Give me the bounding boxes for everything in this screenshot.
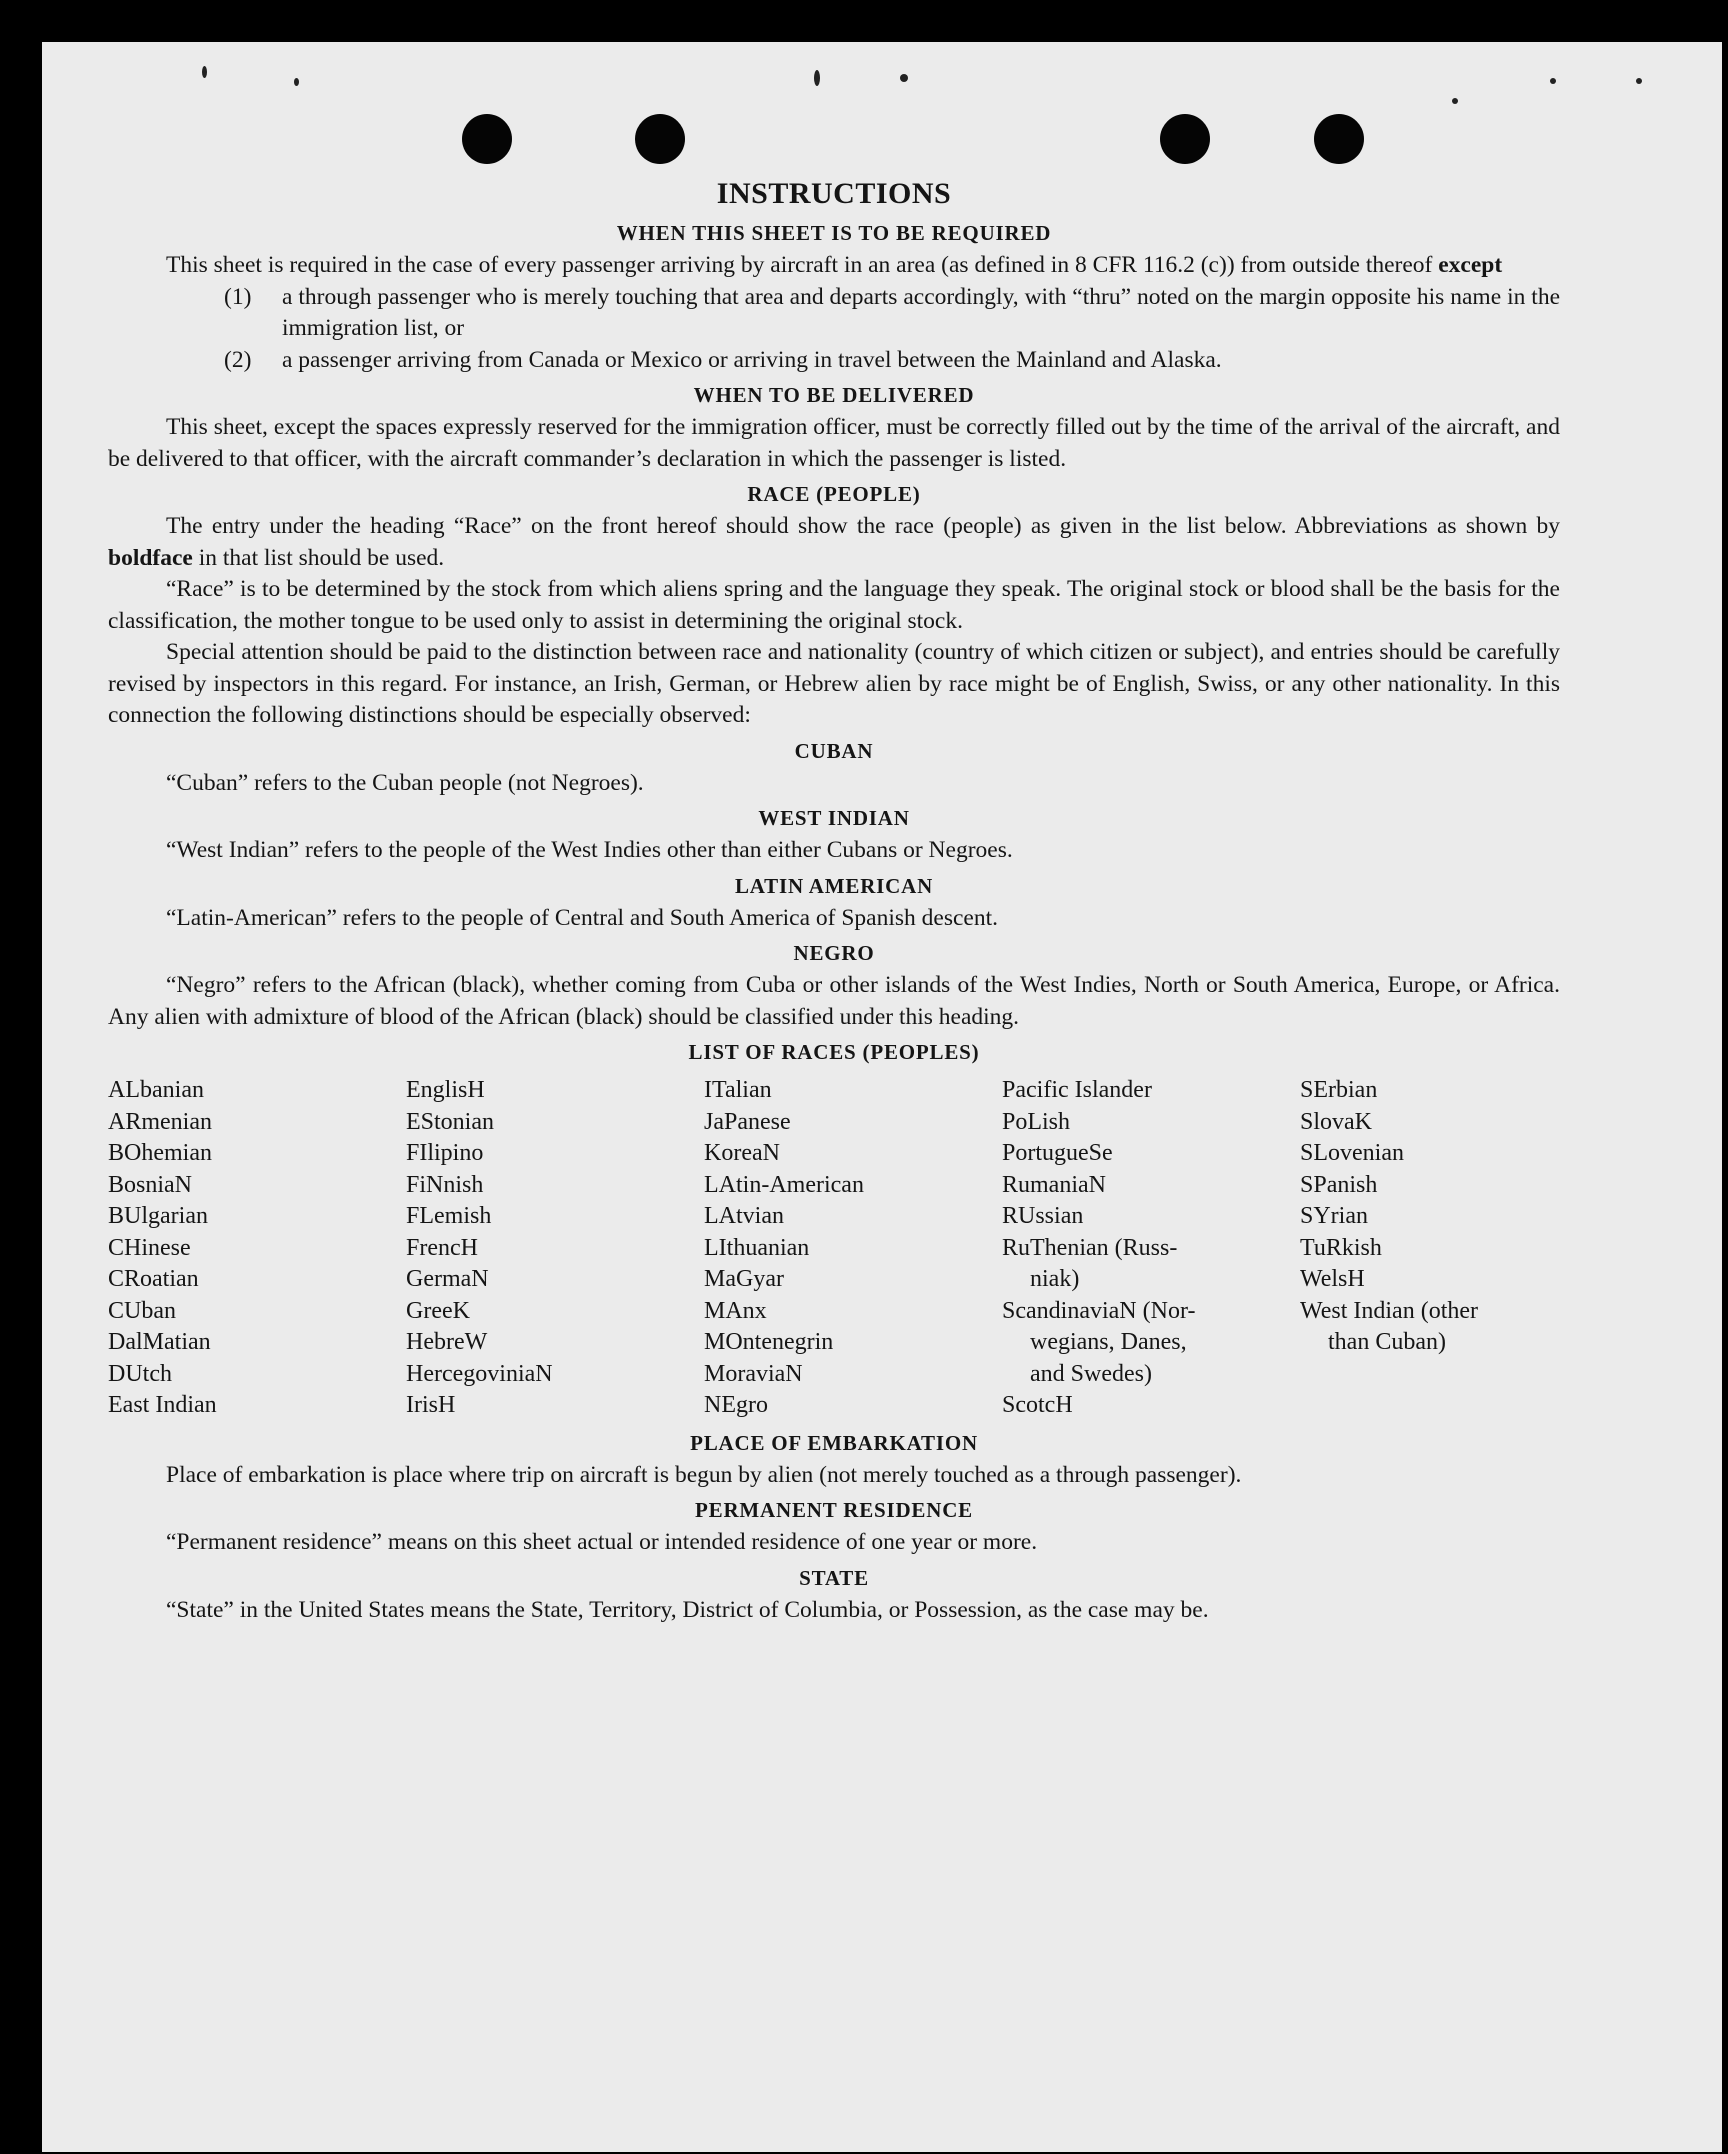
race-entry: PoLish: [1002, 1108, 1071, 1135]
punch-hole: [462, 114, 512, 164]
race-entry: DalMatian: [108, 1329, 211, 1355]
state-text: “State” in the United States means the State, Territory, District of Columbia, or Possession, as the case may be.: [166, 1596, 1209, 1623]
race-entry: SPanish: [1300, 1171, 1378, 1198]
section-heading-cuban: CUBAN: [794, 738, 874, 763]
races-column: [406, 1075, 704, 1422]
race-entry: ScandinaviaN (Nor-: [1002, 1297, 1196, 1324]
race-entry: LAtvian: [704, 1203, 784, 1229]
race-entry: ScotcH: [1002, 1392, 1073, 1418]
race-entry: TuRkish: [1300, 1234, 1382, 1261]
race-entry: RumaniaN: [1002, 1171, 1106, 1198]
negro-text: “Negro” refers to the African (black), whether coming from Cuba or other islands of the West Indies, North or South America, Europe, or Africa. Any alien with admixture of blood of the African (black) should be classified under this heading.: [108, 972, 1560, 1030]
punch-hole: [635, 114, 685, 164]
section-heading-latin-american: LATIN AMERICAN: [734, 873, 934, 898]
race-entry: MAnx: [704, 1297, 767, 1324]
delivered-text: This sheet, except the spaces expressly reserved for the immigration officer, must be correctly filled out by the time of the arrival of the aircraft, and be delivered to that officer, with the aircraft commander’s declaration in which the passenger is listed.: [108, 414, 1560, 472]
punch-hole: [1314, 114, 1364, 164]
race-entry: PortugueSe: [1002, 1140, 1113, 1166]
race-paragraph: “Race” is to be determined by the stock from which aliens spring and the language they speak. The original stock or blood shall be the basis for the classification, the mother tongue to be used only to assist in determining the original stock.: [108, 576, 1560, 634]
west-indian-text: “West Indian” refers to the people of the West Indies other than either Cubans or Negroes.: [166, 837, 1013, 863]
section-heading-negro: NEGRO: [793, 941, 875, 965]
race-entry: East Indian: [108, 1392, 217, 1418]
section-heading-residence: PERMANENT RESIDENCE: [695, 1498, 973, 1522]
race-entry: West Indian (other: [1300, 1297, 1479, 1324]
race-entry: SYrian: [1300, 1203, 1368, 1229]
race-entry: GermaN: [406, 1266, 489, 1292]
races-table: [108, 1075, 1560, 1422]
race-entry: MoraviaN: [704, 1360, 803, 1387]
race-entry: MaGyar: [704, 1266, 784, 1292]
race-entry: than Cuban): [1328, 1329, 1446, 1355]
race-paragraph: The entry under the heading “Race” on the front hereof should show the race (people) as given in the list below. Abbreviations as shown by boldface in that list should be used.: [108, 513, 1560, 571]
ink-speck: [814, 70, 820, 86]
section-heading-race: RACE (PEOPLE): [747, 482, 921, 506]
punch-hole: [1160, 114, 1210, 164]
race-entry: niak): [1030, 1266, 1080, 1292]
race-entry: SErbian: [1300, 1077, 1378, 1103]
race-entry: DUtch: [108, 1360, 172, 1387]
race-entry: JaPanese: [704, 1108, 791, 1135]
race-entry: CUban: [108, 1297, 176, 1324]
race-entry: KoreaN: [704, 1140, 780, 1166]
race-entry: BosniaN: [108, 1171, 192, 1198]
ink-speck: [1550, 78, 1556, 84]
residence-text: “Permanent residence” means on this sheet actual or intended residence of one year or more.: [166, 1529, 1038, 1555]
race-entry: ALbanian: [108, 1077, 204, 1103]
race-entry: BOhemian: [108, 1140, 212, 1166]
race-entry: FrencH: [406, 1234, 478, 1261]
race-entry: ITalian: [704, 1077, 772, 1103]
race-entry: HercegoviniaN: [406, 1360, 553, 1387]
race-entry: wegians, Danes,: [1030, 1329, 1187, 1355]
race-entry: EStonian: [406, 1108, 494, 1135]
race-entry: IrisH: [406, 1392, 456, 1418]
cuban-text: “Cuban” refers to the Cuban people (not Negroes).: [166, 769, 644, 796]
races-column: [704, 1075, 1002, 1422]
race-paragraph: Special attention should be paid to the distinction between race and nationality (country of which citizen or subject), and entries should be carefully revised by inspectors in this regard. For instance, an Irish, German, or Hebrew alien by race might be of English, Swiss, or any other nationality. In this connection the following distinctions should be especially observed:: [108, 639, 1560, 728]
list-item: (2) a passenger arriving from Canada or Mexico or arriving in travel between the Mainland and Alaska.: [224, 346, 1222, 373]
race-entry: MOntenegrin: [704, 1329, 834, 1355]
race-entry: BUlgarian: [108, 1203, 208, 1229]
section-heading-races-list: LIST OF RACES (PEOPLES): [688, 1040, 980, 1064]
section-heading-embarkation: PLACE OF EMBARKATION: [690, 1430, 978, 1455]
race-entry: EnglisH: [406, 1077, 485, 1103]
latin-american-text: “Latin-American” refers to the people of Central and South America of Spanish descent.: [166, 904, 999, 931]
race-entry: GreeK: [406, 1297, 470, 1324]
race-entry: CRoatian: [108, 1266, 199, 1292]
races-column: [1002, 1075, 1300, 1422]
race-entry: CHinese: [108, 1234, 191, 1261]
race-entry: RUssian: [1002, 1203, 1084, 1229]
race-entry: SlovaK: [1300, 1108, 1372, 1135]
ink-speck: [1452, 98, 1458, 104]
races-column: [108, 1075, 406, 1422]
race-entry: SLovenian: [1300, 1140, 1404, 1166]
race-entry: FiNnish: [406, 1171, 484, 1198]
race-entry: LIthuanian: [704, 1234, 810, 1261]
instructions-content: [108, 174, 1560, 1626]
race-entry: HebreW: [406, 1329, 488, 1355]
required-intro: This sheet is required in the case of every passenger arriving by aircraft in an area (as defined in 8 CFR 116.2 (c)) from outside thereof except: [166, 252, 1503, 278]
section-heading-state: STATE: [799, 1565, 869, 1590]
race-entry: FLemish: [406, 1203, 492, 1229]
race-entry: ARmenian: [108, 1108, 212, 1135]
race-entry: LAtin-American: [704, 1171, 864, 1198]
ink-speck: [1636, 78, 1642, 84]
ink-speck: [900, 74, 908, 82]
embarkation-text: Place of embarkation is place where trip on aircraft is begun by alien (not merely touched as a through passenger).: [166, 1461, 1242, 1488]
page-title: INSTRUCTIONS: [716, 177, 952, 210]
ink-speck: [202, 66, 207, 78]
ink-speck: [294, 78, 299, 86]
section-heading-delivered: WHEN TO BE DELIVERED: [693, 383, 975, 407]
section-heading-required: WHEN THIS SHEET IS TO BE REQUIRED: [616, 221, 1052, 245]
list-item: (1) a through passenger who is merely touching that area and departs accordingly, with “thru” noted on the margin opposite his name in the immigration list, or: [224, 283, 1560, 341]
document-sheet: [42, 42, 1722, 2152]
races-column: [1300, 1075, 1560, 1422]
race-entry: Pacific Islander: [1002, 1077, 1152, 1103]
race-entry: NEgro: [704, 1392, 768, 1418]
race-entry: WelsH: [1300, 1266, 1365, 1292]
race-entry: and Swedes): [1030, 1360, 1152, 1387]
race-entry: FIlipino: [406, 1140, 484, 1166]
race-entry: RuThenian (Russ-: [1002, 1234, 1178, 1261]
section-heading-west-indian: WEST INDIAN: [758, 806, 910, 830]
